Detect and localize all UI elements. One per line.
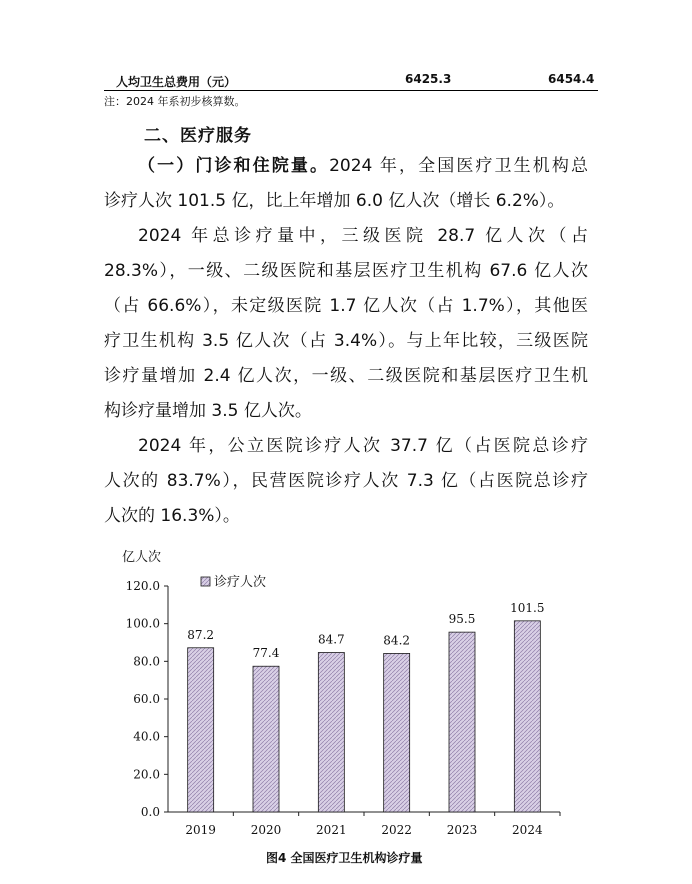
paragraph-line: 2024 年总诊疗量中，三级医院 28.7 亿人次（占 [138, 226, 588, 246]
data-label: 84.2 [383, 633, 411, 648]
paragraph-line: 人次的 83.7%），民营医院诊疗人次 7.3 亿（占医院总诊疗 [104, 471, 588, 491]
paragraph-line: 疗卫生机构 3.5 亿人次（占 3.4%）。与上年比较，三级医院 [104, 331, 588, 351]
paragraph-line: 人次的 16.3%）。 [104, 506, 240, 526]
table-note: 注：2024 年系初步核算数。 [104, 95, 246, 108]
bar-2024 [514, 621, 540, 812]
paragraph-line [104, 149, 588, 184]
table-bottom-rule [104, 90, 598, 91]
data-label: 95.5 [448, 612, 476, 627]
y-tick-label: 60.0 [133, 692, 160, 706]
y-axis-label: 亿人次 [122, 550, 162, 565]
x-tick-label: 2022 [381, 823, 412, 837]
table-value-2: 6454.4 [548, 72, 595, 86]
paragraph-line: 2024 年，公立医院诊疗人次 37.7 亿（占医院总诊疗 [138, 436, 588, 456]
chart-caption: 图4 全国医疗卫生机构诊疗量 [266, 851, 423, 865]
data-label: 84.7 [317, 632, 345, 647]
legend-label: 诊疗人次 [214, 575, 267, 590]
data-label: 101.5 [510, 600, 545, 615]
data-label: 77.4 [252, 646, 280, 661]
paragraph-breakdown [104, 219, 588, 429]
paragraph-outpatient [104, 149, 588, 219]
bar-2021 [318, 652, 344, 812]
paragraph-lead: （一）门诊和住院量。 [138, 156, 330, 176]
bar-2022 [384, 653, 410, 812]
table-value-1: 6425.3 [405, 72, 452, 86]
x-tick-label: 2024 [512, 823, 543, 837]
paragraph-line: 诊疗人次 101.5 亿，比上年增加 6.0 亿人次（增长 6.2%）。 [104, 191, 565, 211]
paragraph-line: 诊疗量增加 2.4 亿人次，一级、二级医院和基层医疗卫生机 [104, 366, 588, 386]
paragraph-line: 构诊疗量增加 3.5 亿人次。 [104, 401, 312, 421]
paragraph-text: 2024 年，全国医疗卫生机构总 [329, 156, 588, 176]
bar-2019 [188, 648, 214, 812]
visits-bar-chart [104, 545, 590, 845]
table-row-label: 人均卫生总费用（元） [116, 75, 237, 89]
x-tick-label: 2019 [185, 823, 216, 837]
x-tick-label: 2020 [250, 823, 282, 837]
chart-canvas [104, 545, 590, 845]
paragraph-public-private [104, 429, 588, 534]
y-tick-label: 120.0 [125, 579, 160, 593]
bar-2020 [253, 666, 279, 812]
bar-2023 [449, 632, 475, 812]
y-tick-label: 40.0 [133, 729, 160, 744]
y-tick-label: 0.0 [140, 805, 160, 819]
y-tick-label: 20.0 [133, 767, 160, 782]
x-tick-label: 2021 [316, 823, 347, 837]
paragraph-line: （占 66.6%），未定级医院 1.7 亿人次（占 1.7%），其他医 [104, 296, 588, 316]
data-label: 87.2 [187, 627, 215, 642]
y-tick-label: 80.0 [133, 654, 160, 669]
paragraph-line: 28.3%），一级、二级医院和基层医疗卫生机构 67.6 亿人次 [104, 261, 588, 281]
section-heading: 二、医疗服务 [144, 126, 252, 146]
legend-swatch [201, 577, 210, 586]
x-tick-label: 2023 [446, 823, 478, 837]
y-tick-label: 100.0 [125, 616, 160, 631]
